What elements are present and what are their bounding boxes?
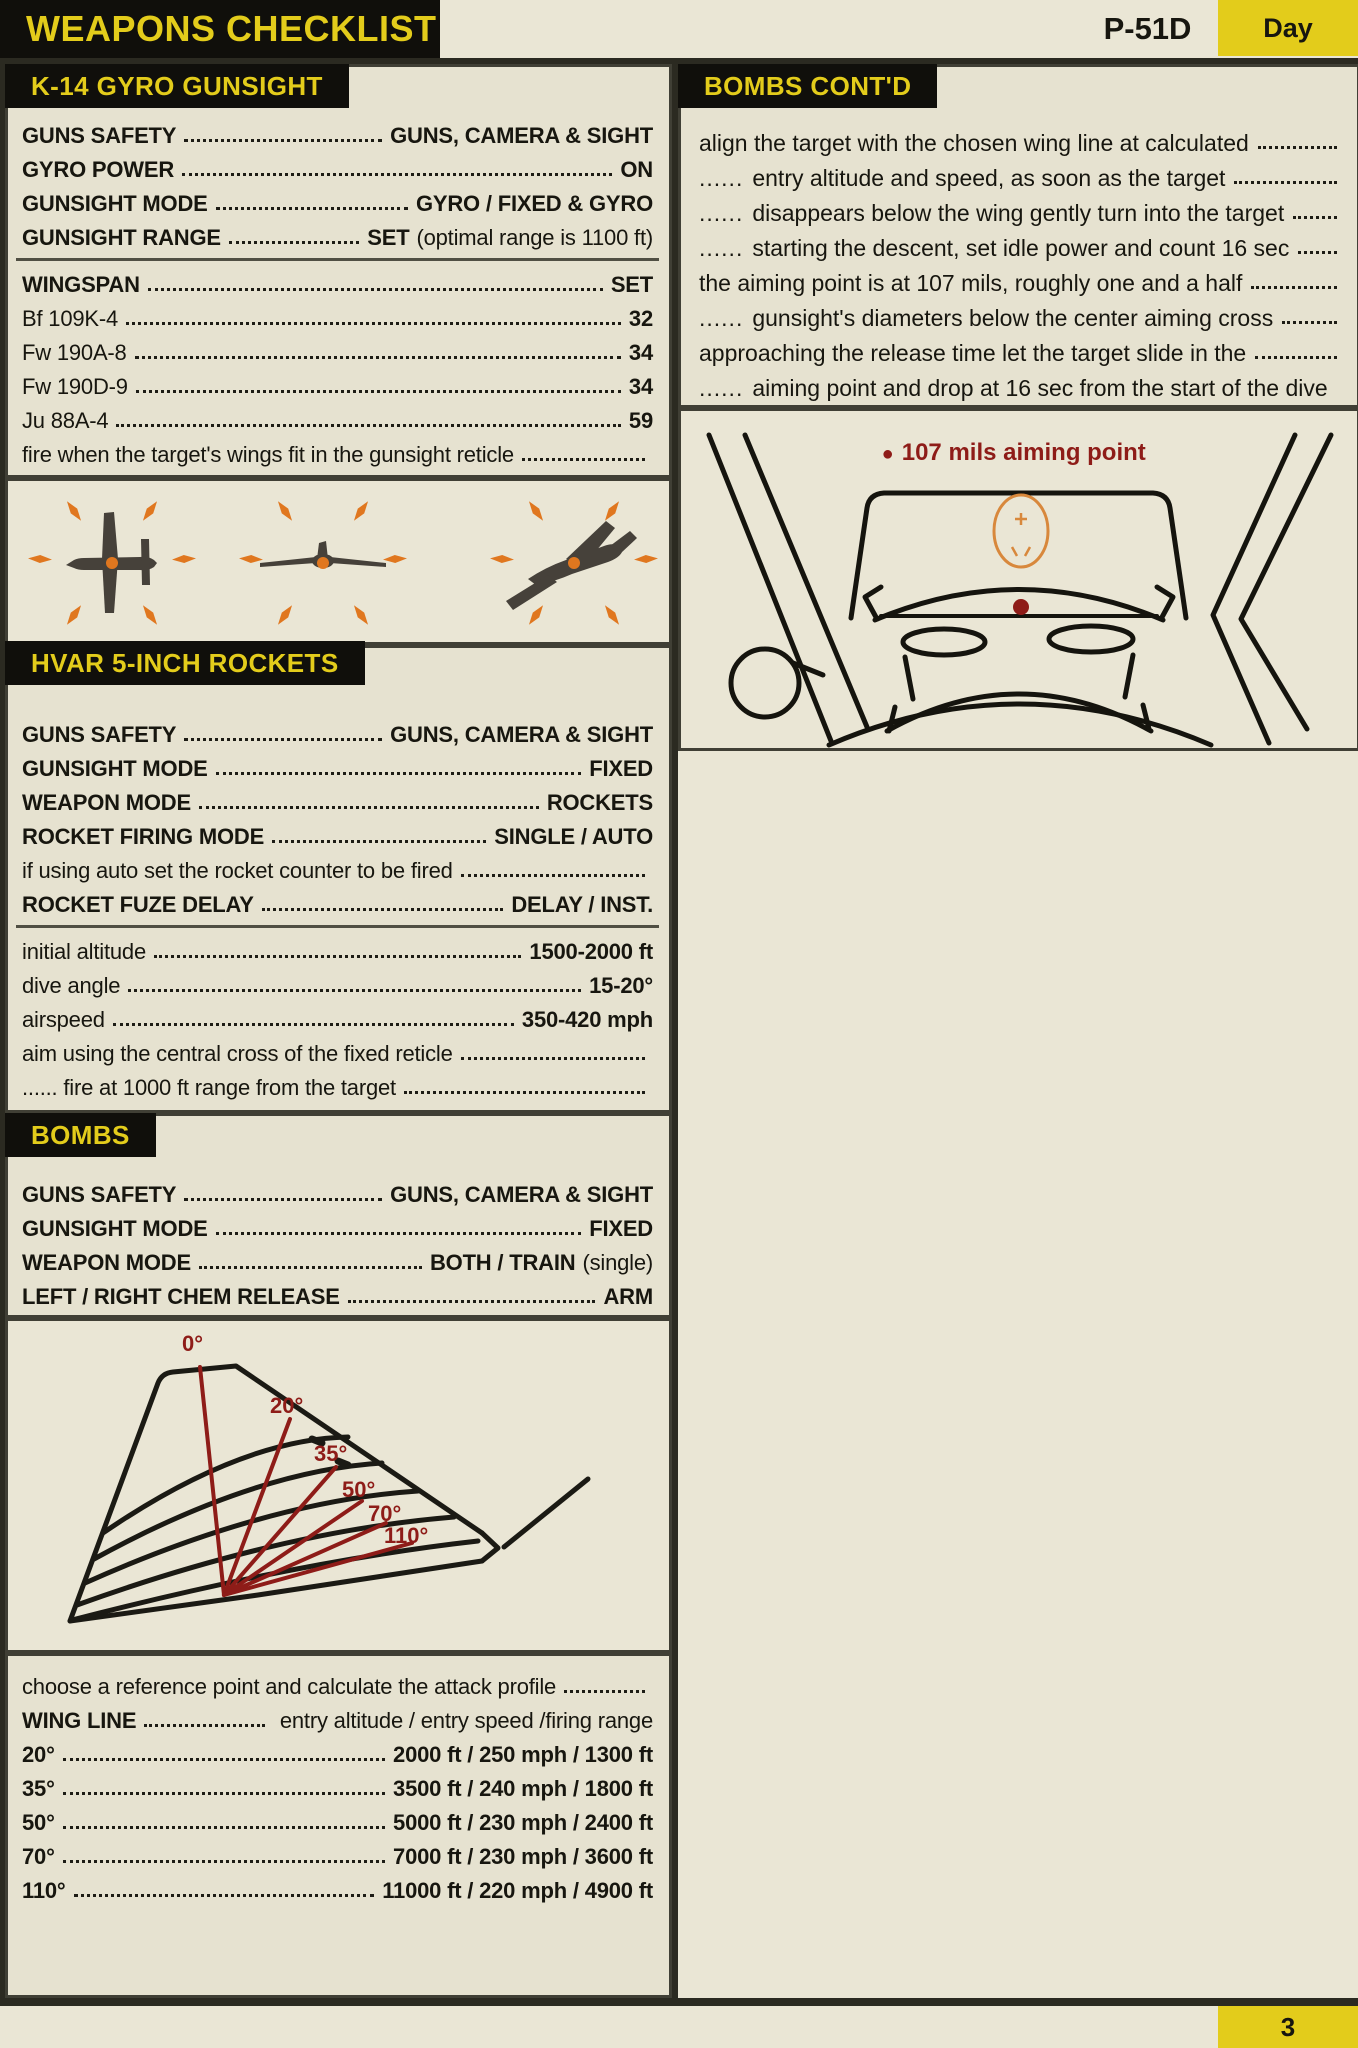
group-divider <box>16 925 659 928</box>
dot-leader <box>461 1057 645 1060</box>
row-label: Fw 190D-9 <box>22 374 128 399</box>
text-line <box>695 193 1343 228</box>
row-label: initial altitude <box>22 939 146 964</box>
row-label: fire when the target's wings fit in the gunsight reticle <box>22 442 514 467</box>
group-divider <box>16 258 659 261</box>
row-value-note: (optimal range is 1100 ft) <box>416 225 653 250</box>
dot-leader <box>135 356 621 359</box>
row-value: SET <box>367 225 410 250</box>
row-value: ROCKETS <box>546 790 653 815</box>
section-title-k14: K-14 GYRO GUNSIGHT <box>5 64 349 108</box>
bombs-contd-lines <box>681 67 1357 405</box>
dot-leader <box>63 1758 385 1761</box>
dot-leader <box>272 840 486 843</box>
wing-line-table-rows <box>8 1656 669 1995</box>
checklist-row <box>16 1668 659 1702</box>
leading-dots: ...... <box>699 200 744 226</box>
checklist-row <box>16 300 659 334</box>
gyro-diamond-icon <box>239 554 263 563</box>
angle-label-50: 50° <box>342 1477 376 1502</box>
dot-leader <box>461 874 645 877</box>
row-label: Ju 88A-4 <box>22 408 109 433</box>
text-line <box>695 123 1343 158</box>
row-value: GUNS, CAMERA & SIGHT <box>390 123 653 148</box>
hvar-panel <box>5 645 672 1113</box>
row-label: GUNSIGHT MODE <box>22 756 208 781</box>
dot-leader <box>1251 286 1337 289</box>
row-value: 5000 ft / 230 mph / 2400 ft <box>393 1810 653 1835</box>
row-label: aim using the central cross of the fixed reticle <box>22 1041 453 1066</box>
row-value-note: (single) <box>582 1250 653 1275</box>
dot-leader <box>63 1826 385 1829</box>
gyro-diamond-icon <box>140 499 161 523</box>
line-text: entry altitude and speed, as soon as the target <box>752 165 1226 191</box>
row-label: 50° <box>22 1810 55 1835</box>
dot-leader <box>199 1266 422 1269</box>
checklist-row <box>16 436 659 470</box>
dot-leader <box>184 738 382 741</box>
gyro-diamond-icon <box>172 554 196 563</box>
dot-leader <box>522 458 645 461</box>
gyro-diamond-icon <box>275 499 296 523</box>
row-value: 2000 ft / 250 mph / 1300 ft <box>393 1742 653 1767</box>
dot-leader <box>1258 146 1337 149</box>
dot-leader <box>1234 181 1337 184</box>
checklist-row <box>16 750 659 784</box>
leading-dots: ...... <box>699 165 744 191</box>
dot-leader <box>404 1091 645 1094</box>
checklist-row <box>16 818 659 852</box>
leading-dots: ...... <box>699 375 744 401</box>
aircraft-type-label: P-51D <box>1103 11 1192 46</box>
row-label: GUNSIGHT RANGE <box>22 225 221 250</box>
text-line <box>695 263 1343 298</box>
bullet-icon: ● <box>881 443 894 465</box>
row-label: 110° <box>22 1878 66 1903</box>
row-label: GUNSIGHT MODE <box>22 1216 208 1241</box>
checklist-row <box>16 886 659 920</box>
row-label: dive angle <box>22 973 121 998</box>
row-label: 20° <box>22 1742 55 1767</box>
gyro-pipper-dot <box>317 557 329 569</box>
aiming-point-text: 107 mils aiming point <box>901 439 1146 466</box>
page-number-badge: 3 <box>1218 2006 1358 2048</box>
row-label: if using auto set the rocket counter to be fired <box>22 858 453 883</box>
mode-badge: Day <box>1218 0 1358 56</box>
row-value: SET <box>610 272 653 297</box>
row-value: 34 <box>628 374 653 399</box>
row-label: GUNS SAFETY <box>22 123 177 148</box>
angle-label-110: 110° <box>384 1523 429 1548</box>
row-value: FIXED <box>589 756 653 781</box>
checklist-row <box>16 1838 659 1872</box>
row-label: ...... fire at 1000 ft range from the target <box>22 1075 396 1100</box>
row-value: 350-420 mph <box>521 1007 653 1032</box>
wing-outline <box>70 1366 588 1621</box>
text-line <box>695 228 1343 263</box>
row-label: GYRO POWER <box>22 157 175 182</box>
row-value: ARM <box>603 1284 653 1309</box>
text-line <box>695 333 1343 368</box>
text-line <box>695 368 1343 403</box>
row-label: ROCKET FIRING MODE <box>22 824 265 849</box>
gyro-diamond-icon <box>526 499 547 523</box>
hvar-rows <box>8 648 669 1110</box>
row-label: GUNS SAFETY <box>22 722 177 747</box>
dot-leader <box>1293 216 1337 219</box>
k14-panel <box>5 64 672 478</box>
dot-leader <box>1298 251 1337 254</box>
row-label: 35° <box>22 1776 55 1801</box>
reticle-diagram-panel <box>5 478 672 645</box>
checklist-row <box>16 219 659 253</box>
section-title-hvar: HVAR 5-INCH ROCKETS <box>5 641 365 685</box>
row-value-note: entry altitude / entry speed /firing range <box>279 1708 653 1733</box>
line-text: aiming point and drop at 16 sec from the start of the dive <box>752 375 1328 401</box>
row-value: 11000 ft / 220 mph / 4900 ft <box>382 1878 653 1903</box>
dot-leader <box>154 955 521 958</box>
row-value: 34 <box>628 340 653 365</box>
gyro-pipper-dot <box>568 557 580 569</box>
text-line <box>695 298 1343 333</box>
line-text: gunsight's diameters below the center aiming cross <box>752 305 1274 331</box>
checklist-row <box>16 266 659 300</box>
row-label: WEAPON MODE <box>22 1250 191 1275</box>
dot-leader <box>144 1724 265 1727</box>
section-title-bombs-contd: BOMBS CONT'D <box>678 64 937 108</box>
row-value: FIXED <box>589 1216 653 1241</box>
bombs-contd-panel <box>678 64 1358 408</box>
gyro-diamond-icon <box>28 554 52 563</box>
dot-leader <box>564 1690 645 1693</box>
page-title: WEAPONS CHECKLIST <box>26 8 437 49</box>
checklist-row <box>16 1702 659 1736</box>
row-value: 32 <box>628 306 653 331</box>
checklist-row <box>16 1210 659 1244</box>
gyro-diamond-icon <box>383 554 407 563</box>
line-text: starting the descent, set idle power and count 16 sec <box>752 235 1290 261</box>
row-value: 7000 ft / 230 mph / 3600 ft <box>393 1844 653 1869</box>
row-value: GUNS, CAMERA & SIGHT <box>390 722 653 747</box>
bottom-rule <box>0 1998 1358 2006</box>
line-text: disappears below the wing gently turn into the target <box>752 200 1285 226</box>
wing-line-diagram-panel <box>5 1318 672 1653</box>
checklist-row <box>16 151 659 185</box>
dot-leader <box>116 424 620 427</box>
page-header <box>0 0 440 58</box>
dot-leader <box>348 1300 596 1303</box>
gyro-diamond-icon <box>602 499 623 523</box>
cockpit-frame-lines <box>709 435 1331 745</box>
wing-line-diagram <box>8 1321 669 1650</box>
gyro-diamond-icon <box>140 603 161 627</box>
row-label: Fw 190A-8 <box>22 340 127 365</box>
dot-leader <box>126 322 621 325</box>
aiming-point-label <box>882 439 1146 467</box>
gyro-reticle-diagram <box>8 481 669 642</box>
leading-dots: ...... <box>699 305 744 331</box>
checklist-row <box>16 1278 659 1312</box>
dot-leader <box>184 1198 382 1201</box>
row-label: airspeed <box>22 1007 105 1032</box>
row-value: 1500-2000 ft <box>529 939 653 964</box>
gyro-diamond-icon <box>602 603 623 627</box>
gunsight-reticle-projection <box>994 495 1048 567</box>
cockpit-illustration-panel <box>678 408 1358 751</box>
checklist-row <box>16 1804 659 1838</box>
dot-leader <box>128 989 581 992</box>
row-label: 70° <box>22 1844 55 1869</box>
section-title-bombs: BOMBS <box>5 1113 156 1157</box>
angle-label-70: 70° <box>368 1501 402 1526</box>
row-value: 3500 ft / 240 mph / 1800 ft <box>393 1776 653 1801</box>
checklist-row <box>16 1035 659 1069</box>
gyro-diamond-icon <box>64 499 85 523</box>
checklist-row <box>16 1069 659 1103</box>
row-label: GUNSIGHT MODE <box>22 191 208 216</box>
gyro-diamond-icon <box>351 499 372 523</box>
dot-leader <box>184 139 382 142</box>
checklist-row <box>16 784 659 818</box>
row-label: LEFT / RIGHT CHEM RELEASE <box>22 1284 340 1309</box>
row-label: WING LINE <box>22 1708 137 1733</box>
aiming-point-dot <box>1013 599 1029 615</box>
gyro-diamond-icon <box>634 554 658 563</box>
dot-leader <box>1282 321 1337 324</box>
checklist-row <box>16 1244 659 1278</box>
attack-angle-rays <box>200 1367 412 1595</box>
checklist-row <box>16 1872 659 1906</box>
dot-leader <box>216 772 582 775</box>
row-value: DELAY / INST. <box>511 892 653 917</box>
row-label: WEAPON MODE <box>22 790 191 815</box>
row-label: GUNS SAFETY <box>22 1182 177 1207</box>
checklist-row <box>16 1176 659 1210</box>
checklist-row <box>16 933 659 967</box>
leading-dots: ...... <box>699 235 744 261</box>
row-label: Bf 109K-4 <box>22 306 119 331</box>
dot-leader <box>148 288 603 291</box>
checklist-row <box>16 1736 659 1770</box>
row-value: 59 <box>628 408 653 433</box>
row-value: 15-20° <box>589 973 653 998</box>
gyro-diamond-icon <box>490 554 514 563</box>
dot-leader <box>216 1232 582 1235</box>
line-text: the aiming point is at 107 mils, roughly one and a half <box>699 270 1243 296</box>
row-value: ON <box>620 157 653 182</box>
gyro-diamond-icon <box>64 603 85 627</box>
row-value: SINGLE / AUTO <box>494 824 653 849</box>
dot-leader <box>113 1023 514 1026</box>
row-value: GUNS, CAMERA & SIGHT <box>390 1182 653 1207</box>
row-label: choose a reference point and calculate the attack profile <box>22 1674 557 1699</box>
dot-leader <box>63 1792 385 1795</box>
line-text: approaching the release time let the target slide in the <box>699 340 1247 366</box>
gyro-diamond-icon <box>275 603 296 627</box>
gyro-diamond-icon <box>526 603 547 627</box>
wing-line-table-panel <box>5 1653 672 1998</box>
row-label: WINGSPAN <box>22 272 140 297</box>
dot-leader <box>74 1894 375 1897</box>
checklist-row <box>16 334 659 368</box>
checklist-row <box>16 716 659 750</box>
checklist-row <box>16 185 659 219</box>
angle-label-0: 0° <box>182 1331 204 1356</box>
checklist-row <box>16 1001 659 1035</box>
k14-rows <box>8 67 669 475</box>
checklist-row <box>16 852 659 886</box>
angle-label-35: 35° <box>314 1441 348 1466</box>
text-line <box>695 158 1343 193</box>
dot-leader <box>136 390 621 393</box>
dot-leader <box>199 806 539 809</box>
row-label: ROCKET FUZE DELAY <box>22 892 254 917</box>
checklist-row <box>16 117 659 151</box>
checklist-row <box>16 402 659 436</box>
dot-leader <box>216 207 408 210</box>
checklist-row <box>16 368 659 402</box>
angle-label-20: 20° <box>270 1393 304 1418</box>
dot-leader <box>262 908 504 911</box>
row-value: BOTH / TRAIN <box>429 1250 576 1275</box>
dot-leader <box>182 173 612 176</box>
dot-leader <box>1255 356 1337 359</box>
checklist-row <box>16 967 659 1001</box>
dot-leader <box>229 241 359 244</box>
gyro-diamond-icon <box>351 603 372 627</box>
row-value: GYRO / FIXED & GYRO <box>415 191 653 216</box>
dot-leader <box>63 1860 385 1863</box>
checklist-row <box>16 1770 659 1804</box>
gyro-pipper-dot <box>106 557 118 569</box>
line-text: align the target with the chosen wing line at calculated <box>699 130 1249 156</box>
